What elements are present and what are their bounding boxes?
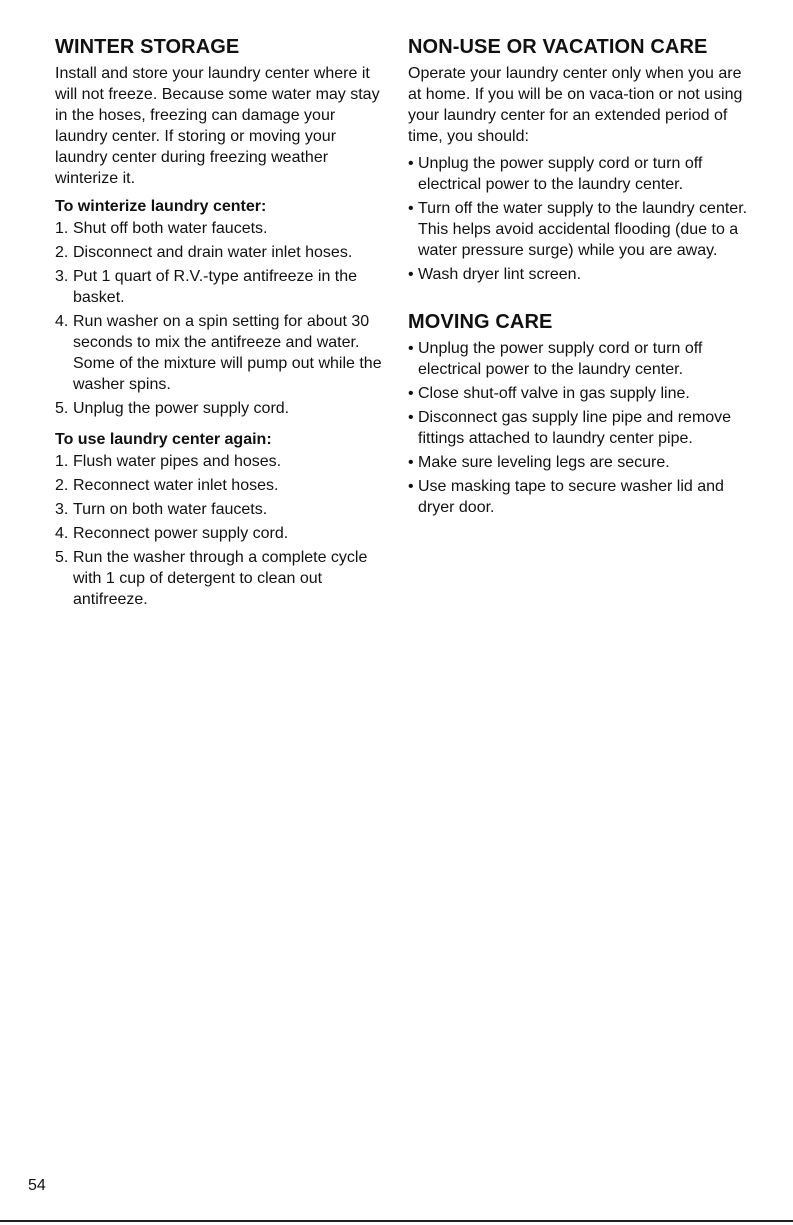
step-number: 2. — [55, 477, 69, 494]
winterize-step — [55, 242, 385, 263]
step-text: Disconnect and drain water inlet hoses. — [73, 244, 353, 261]
step-text: Shut off both water faucets. — [73, 220, 268, 237]
bullet-mark: • — [408, 478, 414, 495]
step-number: 5. — [55, 549, 69, 566]
moving-care-bullet — [408, 407, 748, 449]
step-text: Reconnect water inlet hoses. — [73, 477, 279, 494]
step-number: 4. — [55, 525, 69, 542]
non-use-bullets — [408, 153, 748, 285]
bullet-mark: • — [408, 340, 414, 357]
non-use-heading: NON-USE OR VACATION CARE — [408, 36, 708, 58]
bullet-text: Make sure leveling legs are secure. — [418, 454, 670, 471]
winterize-steps — [55, 218, 385, 419]
left-column — [55, 35, 385, 613]
bullet-mark: • — [408, 155, 414, 172]
moving-care-bullet — [408, 452, 748, 473]
step-number: 3. — [55, 501, 69, 518]
moving-care-bullet — [408, 383, 748, 404]
bullet-text: Use masking tape to secure washer lid and dryer door. — [418, 478, 724, 516]
winterize-step — [55, 218, 385, 239]
bullet-mark: • — [408, 200, 414, 217]
use-again-step — [55, 499, 385, 520]
step-number: 1. — [55, 220, 69, 237]
bullet-mark: • — [408, 266, 414, 283]
step-text: Run washer on a spin setting for about 30 seconds to mix the antifreeze and water. Some of the mixture will pump out while the washer spins. — [73, 313, 382, 393]
bullet-text: Turn off the water supply to the laundry center. This helps avoid accidental flooding (due to a water pressure surge) while you are away. — [418, 200, 748, 259]
step-number: 4. — [55, 313, 69, 330]
step-text: Flush water pipes and hoses. — [73, 453, 282, 470]
step-number: 1. — [55, 453, 69, 470]
bullet-text: Unplug the power supply cord or turn off electrical power to the laundry center. — [418, 340, 703, 378]
use-again-step — [55, 523, 385, 544]
bullet-text: Wash dryer lint screen. — [418, 266, 582, 283]
use-again-steps — [55, 451, 385, 610]
non-use-intro: Operate your laundry center only when you are at home. If you will be on vaca-tion or not using your laundry center for an extended period of time, you should: — [408, 65, 743, 145]
winterize-step — [55, 311, 385, 395]
step-number: 5. — [55, 400, 69, 417]
moving-care-bullet — [408, 338, 748, 380]
bottom-divider — [0, 1220, 793, 1222]
winterize-subheading: To winterize laundry center: — [55, 198, 267, 215]
step-text: Reconnect power supply cord. — [73, 525, 289, 542]
bullet-text: Close shut-off valve in gas supply line. — [418, 385, 690, 402]
bullet-text: Unplug the power supply cord or turn off electrical power to the laundry center. — [418, 155, 703, 193]
bullet-text: Disconnect gas supply line pipe and remove fittings attached to laundry center pipe. — [418, 409, 732, 447]
use-again-step — [55, 451, 385, 472]
non-use-bullet — [408, 153, 748, 195]
use-again-step — [55, 547, 385, 610]
moving-care-bullets — [408, 338, 748, 518]
moving-care-bullet — [408, 476, 748, 518]
step-text: Turn on both water faucets. — [73, 501, 268, 518]
page-number: 54 — [28, 1177, 46, 1194]
bullet-mark: • — [408, 409, 414, 426]
use-again-subheading: To use laundry center again: — [55, 431, 272, 448]
winterize-step — [55, 398, 385, 419]
winter-storage-intro: Install and store your laundry center where it will not freeze. Because some water may stay in the hoses, freezing can damage your laundry center. If storing or moving your laundry center during freezing weather winterize it. — [55, 65, 380, 187]
step-number: 2. — [55, 244, 69, 261]
use-again-step — [55, 475, 385, 496]
right-column — [408, 35, 748, 521]
non-use-bullet — [408, 264, 748, 285]
non-use-bullet — [408, 198, 748, 261]
bullet-mark: • — [408, 454, 414, 471]
step-number: 3. — [55, 268, 69, 285]
step-text: Unplug the power supply cord. — [73, 400, 290, 417]
bullet-mark: • — [408, 385, 414, 402]
winter-storage-heading: WINTER STORAGE — [55, 36, 240, 58]
winterize-step — [55, 266, 385, 308]
step-text: Run the washer through a complete cycle with 1 cup of detergent to clean out antifreeze. — [73, 549, 368, 608]
step-text: Put 1 quart of R.V.-type antifreeze in the basket. — [73, 268, 358, 306]
moving-care-heading: MOVING CARE — [408, 311, 553, 333]
